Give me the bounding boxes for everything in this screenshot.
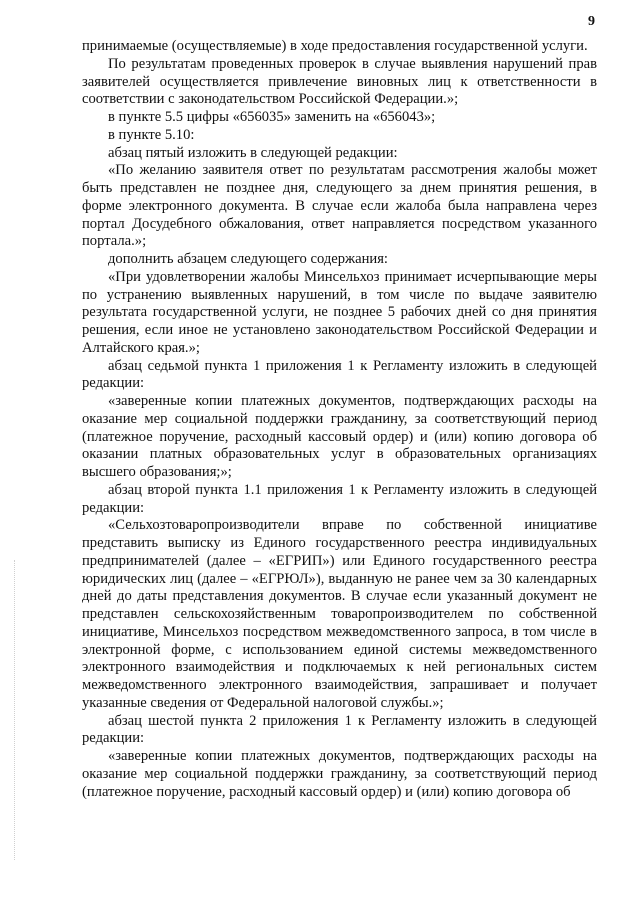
paragraph: «При удовлетворении жалобы Минсельхоз принимает исчерпывающие меры по устранению выявленных нарушений, в том числе по выдаче заявителю результата государственной услуги, не позднее 5 рабочих дней со дня принятия решения, если иное не установлено законодательством Российской Федерации и Алтайского края.»; [82,268,597,356]
paragraph: абзац второй пункта 1.1 приложения 1 к Регламенту изложить в следующей редакции: [82,481,597,516]
binding-edge [14,560,16,860]
page-content [82,38,597,801]
paragraph: принимаемые (осуществляемые) в ходе предоставления государственной услуги. [82,38,588,54]
paragraph: абзац пятый изложить в следующей редакции: [108,144,398,161]
paragraph: «заверенные копии платежных документов, подтверждающих расходы на оказание мер социальной поддержки гражданину, за соответствующий период (платежное поручение, расходный кассовый ордер) и (или) копию договора об оказании платных образовательных услуг в образовательных организациях высшего образования;»; [82,393,597,480]
paragraph: «По желанию заявителя ответ по результатам рассмотрения жалобы может быть представлен не позднее дня, следующего за днем принятия решения, в форме электронного документа. В случае если жалоба была направлена через портал Досудебного обжалования, ответ направляется посредством указанного портала.»; [82,162,597,250]
paragraph: «заверенные копии платежных документов, подтверждающих расходы на оказание мер социальной поддержки гражданину, за соответствующий период (платежное поручение, расходный кассовый ордер) и (или) копию договора об [82,748,597,800]
paragraph: дополнить абзацем следующего содержания: [108,251,388,267]
paragraph: абзац седьмой пункта 1 приложения 1 к Регламенту изложить в следующей редакции: [82,357,597,392]
paragraph: По результатам проведенных проверок в случае выявления нарушений прав заявителей осуществляется привлечение виновных лиц к ответственности в соответствии с законодательством Российской Федерации.»; [82,55,597,108]
paragraph: в пункте 5.10: [108,126,195,143]
page-number: 9 [588,14,595,29]
paragraph: «Сельхозтоваропроизводители вправе по собственной инициативе представить выписку из Единого государственного реестра индивидуальных предпринимателей (далее – «ЕГРИП») или Единого государственного реестра юридических лиц (далее – «ЕГРЮЛ»), выданную не ранее чем за 30 календарных дней до даты представления документов. В случае если указанный документ не представлен сельскохозяйственным товаропроизводителем по собственной инициативе, Минсельхоз посредством межведомственного запроса, в том числе в электронной форме, с использованием единой системы межведомственного электронного взаимодействия и подключаемых к ней региональных систем межведомственного электронного взаимодействия, запрашивает и получает указанные сведения от Федеральной налоговой службы.»; [82,517,597,711]
paragraph: в пункте 5.5 цифры «656035» заменить на «656043»; [108,109,436,125]
paragraph: абзац шестой пункта 2 приложения 1 к Регламенту изложить в следующей редакции: [82,712,597,747]
